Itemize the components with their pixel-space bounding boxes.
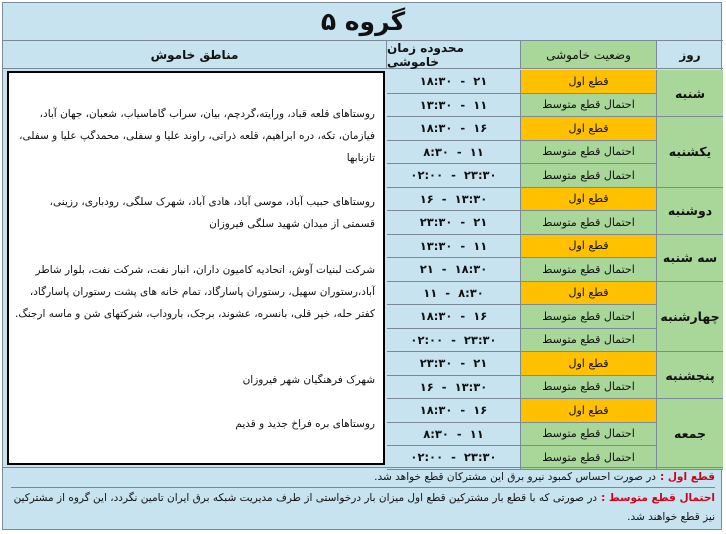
day-label: شنبه bbox=[657, 70, 723, 117]
schedule-row bbox=[387, 282, 657, 306]
status-possible-cut: احتمال قطع متوسط bbox=[521, 258, 657, 282]
schedule-row bbox=[387, 376, 657, 400]
schedule-row bbox=[387, 399, 657, 423]
header-day: روز bbox=[657, 41, 723, 69]
time-range: ۱۱ - ۱۳:۳۰ bbox=[387, 235, 521, 259]
status-possible-cut: احتمال قطع متوسط bbox=[521, 211, 657, 235]
areas-list bbox=[7, 71, 385, 465]
time-range: ۱۳:۳۰ - ۱۶ bbox=[387, 376, 521, 400]
day-label: چهارشنبه bbox=[657, 282, 723, 353]
time-range: ۲۳:۳۰ - ۰۲:۰۰ bbox=[387, 446, 521, 470]
time-range: ۲۱ - ۱۸:۳۰ bbox=[387, 70, 521, 94]
header-areas: مناطق خاموش bbox=[3, 41, 387, 69]
area-block: شرکت لبنیات آوش، اتحادیه کامیون داران، انبار نفت، شرکت نفت، بلوار شاطر آباد،رستوران سهیل، رستوران پاسارگاد، تمام خانه های پشت رستوران پاسارگاد، کفتر حله، خیر قلی، بانسره، عشوند، برجک، باروداب، شرکتهای شن و ماسه ارجنگ. bbox=[14, 264, 375, 320]
day-label: دوشنبه bbox=[657, 188, 723, 235]
time-range: ۱۳:۳۰ - ۱۶ bbox=[387, 188, 521, 212]
time-range: ۱۸:۳۰ - ۲۱ bbox=[387, 258, 521, 282]
page-title: گروه ۵ bbox=[3, 3, 723, 41]
area-block: روستاهای بره فراخ جدید و قدیم bbox=[235, 418, 375, 430]
schedule-row bbox=[387, 329, 657, 353]
schedule-row bbox=[387, 117, 657, 141]
note-tag: قطع اول : bbox=[659, 471, 715, 483]
day-label: پنجشنبه bbox=[657, 352, 723, 399]
status-first-cut: قطع اول bbox=[521, 399, 657, 423]
status-possible-cut: احتمال قطع متوسط bbox=[521, 423, 657, 447]
day-label: جمعه bbox=[657, 399, 723, 470]
outage-schedule-sheet bbox=[2, 2, 722, 530]
schedule-row bbox=[387, 235, 657, 259]
status-first-cut: قطع اول bbox=[521, 70, 657, 94]
schedule-row bbox=[387, 211, 657, 235]
status-first-cut: قطع اول bbox=[521, 188, 657, 212]
time-range: ۱۱ - ۸:۳۰ bbox=[387, 141, 521, 165]
time-range: ۱۱ - ۸:۳۰ bbox=[387, 423, 521, 447]
time-range: ۲۱ - ۲۳:۳۰ bbox=[387, 352, 521, 376]
note-text: در صورت احساس کمبود نیرو برق این مشترکان قطع خواهد شد. bbox=[374, 471, 656, 483]
time-range: ۱۶ - ۱۸:۳۰ bbox=[387, 117, 521, 141]
status-possible-cut: احتمال قطع متوسط bbox=[521, 164, 657, 188]
status-first-cut: قطع اول bbox=[521, 352, 657, 376]
time-range: ۲۳:۳۰ - ۰۲:۰۰ bbox=[387, 164, 521, 188]
status-first-cut: قطع اول bbox=[521, 117, 657, 141]
schedule-row bbox=[387, 164, 657, 188]
status-possible-cut: احتمال قطع متوسط bbox=[521, 94, 657, 118]
schedule-row bbox=[387, 94, 657, 118]
day-label: یکشنبه bbox=[657, 117, 723, 188]
schedule-row bbox=[387, 446, 657, 470]
header-time: محدوده زمان خاموشی bbox=[387, 41, 521, 69]
time-range: ۱۶ - ۱۸:۳۰ bbox=[387, 305, 521, 329]
status-possible-cut: احتمال قطع متوسط bbox=[521, 329, 657, 353]
status-first-cut: قطع اول bbox=[521, 235, 657, 259]
time-range: ۱۱ - ۱۳:۳۰ bbox=[387, 94, 521, 118]
schedule-row bbox=[387, 141, 657, 165]
area-block: روستاهای قلعه قباد، ورایته،گردچم، بیان، سراب گاماسیاب، شعبان، جهان آباد، فیازمان، تکه، دره ابراهیم، قلعه ذراتی، راوند علیا و سفلی، محمدگپ علیا و سفلی، تازنابها bbox=[19, 108, 375, 164]
header-status: وضعیت خاموشی bbox=[521, 41, 657, 69]
time-range: ۸:۳۰ - ۱۱ bbox=[387, 282, 521, 306]
time-range: ۲۱ - ۲۳:۳۰ bbox=[387, 211, 521, 235]
schedule-row bbox=[387, 352, 657, 376]
area-block: شهرک فرهنگیان شهر فیروزان bbox=[242, 374, 375, 386]
schedule-row bbox=[387, 188, 657, 212]
area-block: روستاهای حبیب آباد، موسی آباد، هادی آباد، شهرک سلگی، رودباری، رزینی، قسمتی از میدان شهید سلگی فیروزان bbox=[49, 196, 375, 230]
status-possible-cut: احتمال قطع متوسط bbox=[521, 376, 657, 400]
schedule-row bbox=[387, 258, 657, 282]
time-range: ۱۶ - ۱۸:۳۰ bbox=[387, 399, 521, 423]
status-possible-cut: احتمال قطع متوسط bbox=[521, 305, 657, 329]
time-range: ۲۳:۳۰ - ۰۲:۰۰ bbox=[387, 329, 521, 353]
status-possible-cut: احتمال قطع متوسط bbox=[521, 141, 657, 165]
note-text: در صورتی که با قطع بار مشترکین قطع اول میزان بار درخواستی از طرف مدیریت شبکه برق ایران تامین نگردد، این گروه از مشترکین نیز قطع خواهند شد. bbox=[13, 492, 715, 523]
day-label: سه شنبه bbox=[657, 235, 723, 282]
schedule-row bbox=[387, 423, 657, 447]
footnotes bbox=[3, 467, 723, 531]
note-possible-cut bbox=[11, 489, 715, 527]
status-first-cut: قطع اول bbox=[521, 282, 657, 306]
schedule-row bbox=[387, 70, 657, 94]
note-tag: احتمال قطع متوسط : bbox=[601, 492, 715, 504]
note-first-cut bbox=[11, 468, 715, 488]
status-possible-cut: احتمال قطع متوسط bbox=[521, 446, 657, 470]
schedule-row bbox=[387, 305, 657, 329]
